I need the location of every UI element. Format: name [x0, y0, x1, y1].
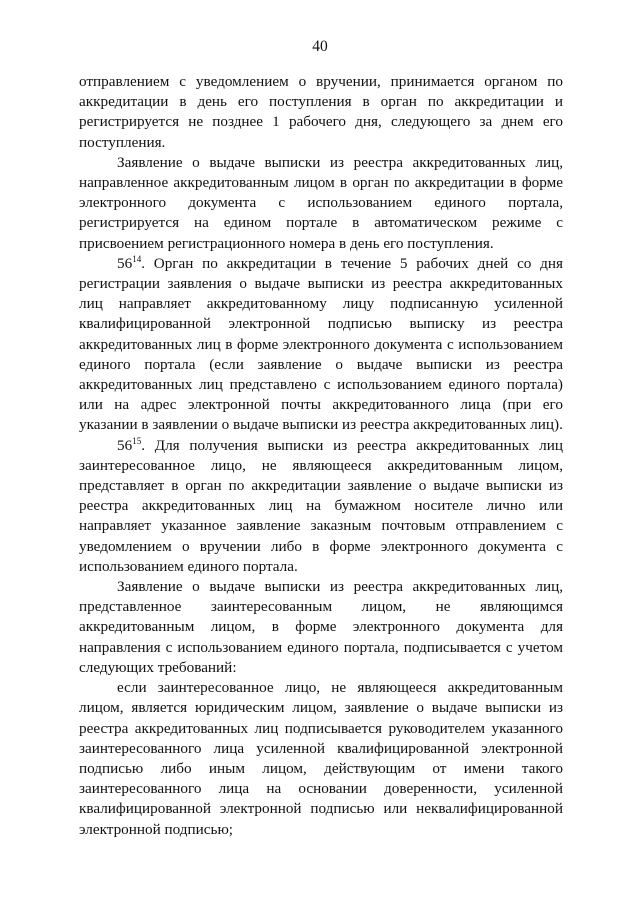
- paragraph-legal-entity: если заинтересованное лицо, не являющееся аккредитованным лицом, является юридическим лицом, заявление о выдаче выписки из реестра аккредитованных лиц подписывается руководителем указанного заинтересованного лица усиленной квалифицированной электронной подписью либо иным лицом, действующим от имени такого заинтересованного лица на основании доверенности, усиленной квалифицированной электронной подписью или неквалифицированной электронной подписью;: [79, 679, 563, 838]
- clause-number: 56: [117, 436, 133, 454]
- paragraph-56-15: [79, 436, 563, 577]
- clause-superscript: 14: [132, 253, 142, 264]
- paragraph-signature-requirements: Заявление о выдаче выписки из реестра аккредитованных лиц, представленное заинтересованным лицом, не являющимся аккредитованным лицом, в форме электронного документа для направления с использованием единого портала, подписывается с учетом следующих требований:: [79, 578, 563, 676]
- page-number: 40: [312, 38, 328, 55]
- paragraph-56-14: [79, 254, 563, 436]
- clause-superscript: 15: [132, 435, 142, 446]
- clause-number: 56: [117, 254, 133, 272]
- document-body: [79, 72, 563, 840]
- paragraph-registration: Заявление о выдаче выписки из реестра аккредитованных лиц, направленное аккредитованным лицом в орган по аккредитации в форме электронного документа с использованием единого портала, регистрируется на едином портале в автоматическом режиме с присвоением регистрационного номера в день его поступления.: [79, 153, 563, 252]
- clause-text: . Для получения выписки из реестра аккредитованных лиц заинтересованное лицо, не являющееся аккредитованным лицом, представляет в орган по аккредитации заявление о выдаче выписки из реестра аккредитованных лиц на бумажном носителе лично или направляет указанное заявление заказным почтовым отправлением с уведомлением о вручении либо в форме электронного документа с использованием единого портала.: [79, 436, 563, 575]
- clause-text: . Орган по аккредитации в течение 5 рабочих дней со дня регистрации заявления о выдаче выписки из реестра аккредитованных лиц направляет аккредитованному лицу подписанную усиленной квалифицированной электронной подписью выписку из реестра аккредитованных лиц в форме электронного документа с использованием единого портала (если заявление о выдаче выписки из реестра аккредитованных лиц представлено с использованием единого портала) или на адрес электронной почты аккредитованного лица (при его указании в заявлении о выдаче выписки из реестра аккредитованных лиц).: [79, 254, 563, 434]
- paragraph-continuation: отправлением с уведомлением о вручении, принимается органом по аккредитации в день его поступления в орган по аккредитации и регистрируется не позднее 1 рабочего дня, следующего за днем его поступления.: [79, 73, 563, 151]
